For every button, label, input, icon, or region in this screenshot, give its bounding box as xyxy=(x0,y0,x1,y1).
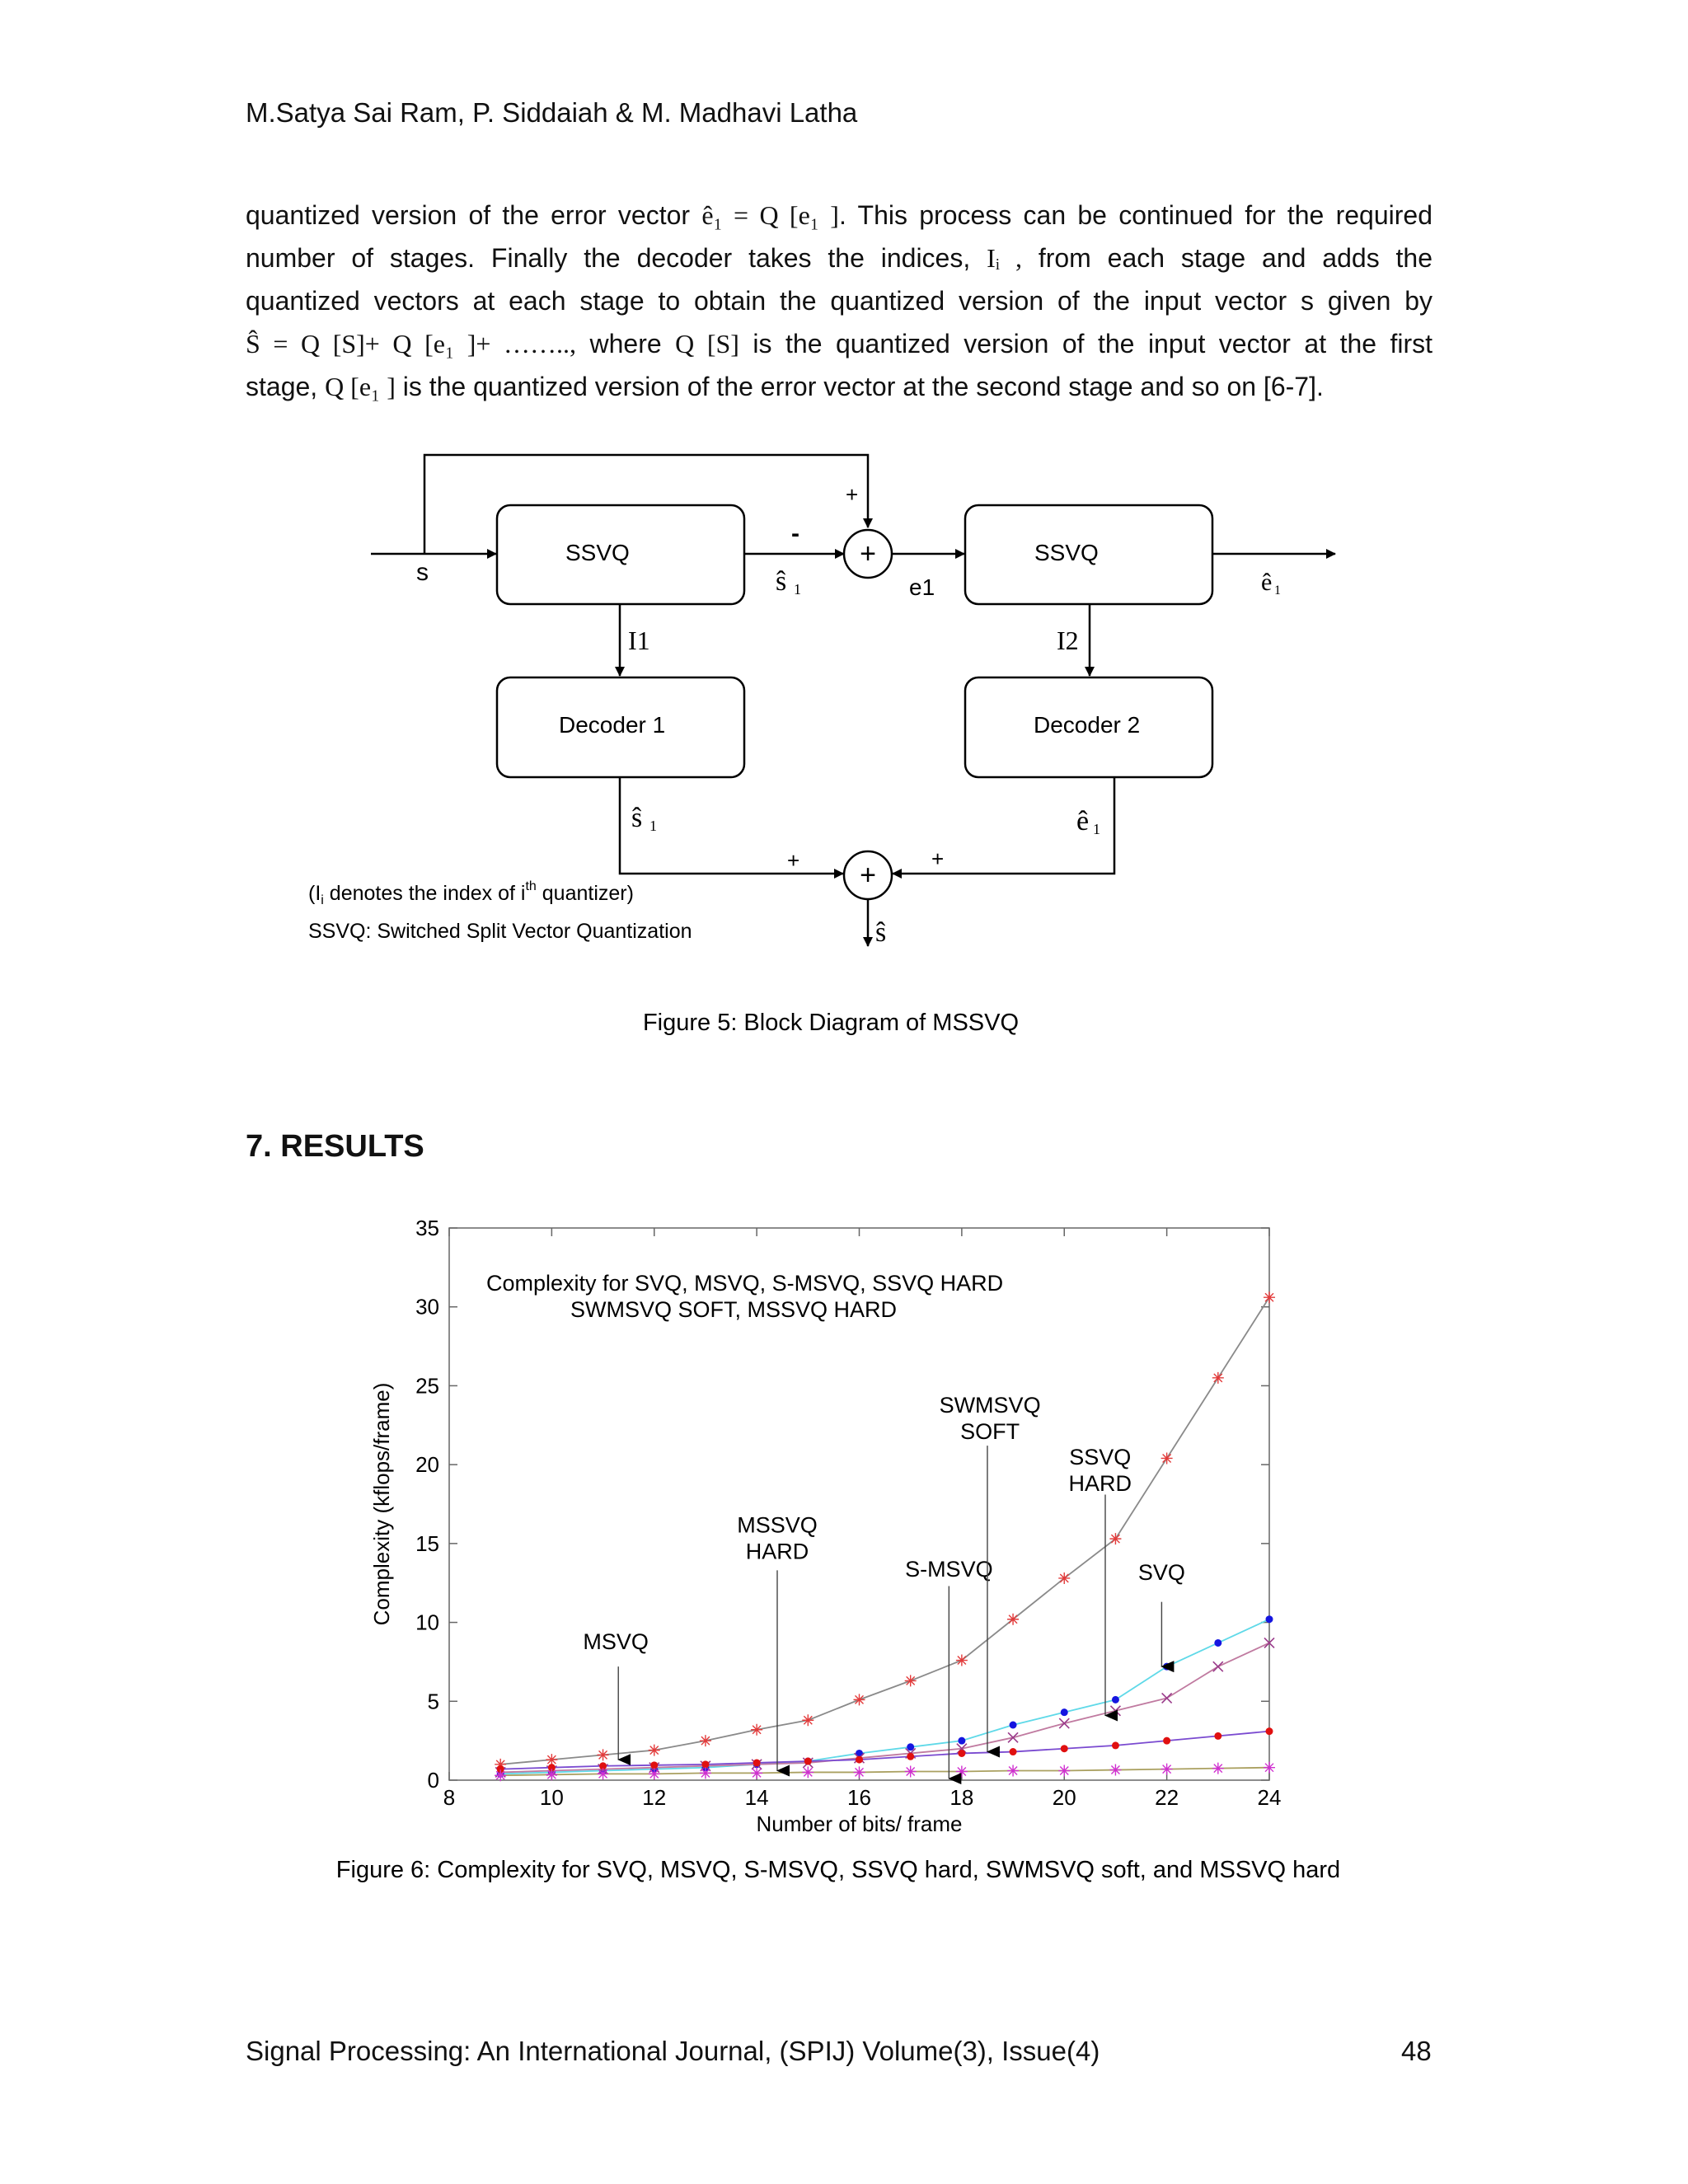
s-hat-1-label: ŝ xyxy=(776,566,787,597)
right-plus-sign: + xyxy=(931,846,945,871)
complexity-chart xyxy=(0,1187,1688,1896)
data-point xyxy=(1266,1727,1273,1735)
data-point xyxy=(1264,1291,1275,1303)
data-point xyxy=(1161,1764,1173,1775)
data-point xyxy=(1058,1572,1070,1584)
data-point xyxy=(1007,1614,1019,1625)
e1-label: e1 xyxy=(909,574,935,600)
annotation-label: S-MSVQ xyxy=(905,1557,993,1582)
annotation-layer xyxy=(583,1393,1185,1779)
data-point xyxy=(956,1655,968,1666)
data-point xyxy=(598,1768,609,1779)
series-line xyxy=(500,1643,1269,1772)
annotation-label: SSVQ xyxy=(1069,1445,1132,1470)
x-tick-label: 20 xyxy=(1052,1785,1076,1810)
data-point xyxy=(1109,1533,1121,1544)
y-tick-label: 5 xyxy=(427,1689,439,1714)
y-tick-label: 20 xyxy=(415,1452,439,1478)
annotation-label: SWMSVQ xyxy=(939,1392,1041,1418)
ssvq1-label: SSVQ xyxy=(565,540,630,565)
data-point xyxy=(854,1766,865,1778)
data-point xyxy=(1007,1765,1019,1777)
index-note: ($I_i$ denotes the index of $i^{th}$ quantizer) xyxy=(308,879,634,907)
data-point xyxy=(907,1753,914,1760)
data-point xyxy=(907,1743,914,1750)
text-run: from each stage and adds the xyxy=(1038,243,1433,273)
data-point xyxy=(700,1767,711,1779)
data-point xyxy=(1266,1615,1273,1623)
data-point xyxy=(802,1766,814,1778)
e-hat-dec-sub: 1 xyxy=(1093,821,1100,837)
data-point xyxy=(802,1714,814,1726)
text-run: is the quantized version of the error vector at the second stage and so on [6-7]. xyxy=(402,372,1324,401)
data-point xyxy=(1010,1748,1017,1755)
data-point xyxy=(1161,1452,1173,1464)
data-point xyxy=(753,1759,761,1766)
data-point xyxy=(958,1750,965,1757)
annotation-label: SOFT xyxy=(960,1418,1020,1444)
data-point xyxy=(1214,1732,1221,1740)
data-point xyxy=(958,1737,965,1745)
data-point xyxy=(751,1724,762,1736)
chart-title-line-1: Complexity for SVQ, MSVQ, S-MSVQ, SSVQ HARD xyxy=(486,1271,1004,1296)
decoder1-label: Decoder 1 xyxy=(559,712,666,738)
data-point xyxy=(546,1754,557,1765)
footer-page-number: 48 xyxy=(1401,2036,1432,2066)
e-hat-1-out-sub: 1 xyxy=(1274,583,1281,598)
data-point xyxy=(1264,1762,1275,1774)
data-point xyxy=(1061,1745,1068,1752)
text-run: is the quantized version of the input vector at the first xyxy=(753,329,1433,359)
text-run: where xyxy=(589,329,662,359)
text-run: stage, xyxy=(246,372,318,401)
block-diagram xyxy=(0,0,1688,1071)
x-tick-label: 12 xyxy=(642,1785,667,1810)
data-point xyxy=(1010,1722,1017,1729)
math-inline: Iᵢ , xyxy=(987,243,1022,273)
data-point xyxy=(905,1675,917,1686)
data-point xyxy=(1112,1741,1119,1749)
data-point xyxy=(1212,1763,1224,1774)
y-tick-label: 15 xyxy=(415,1530,439,1556)
math-inline: Ŝ = Q [S]+ Q [e₁ ]+ …….., xyxy=(246,329,576,359)
data-point xyxy=(1112,1696,1119,1704)
data-point xyxy=(804,1758,812,1765)
chart-title-line-2: SWMSVQ SOFT, MSSVQ HARD xyxy=(570,1297,898,1322)
data-point xyxy=(598,1749,609,1760)
data-point xyxy=(546,1769,557,1780)
i1-label: I1 xyxy=(628,626,650,655)
data-point xyxy=(751,1767,762,1779)
series-layer xyxy=(495,1291,1275,1781)
data-point xyxy=(1214,1639,1221,1647)
minus-sign: - xyxy=(791,520,799,547)
text-run: quantized version of the error vector xyxy=(246,200,702,230)
section-title: 7. RESULTS xyxy=(246,1129,424,1164)
ssvq2-label: SSVQ xyxy=(1034,540,1099,565)
data-point xyxy=(1109,1765,1121,1776)
s-hat-dec-sub: 1 xyxy=(649,818,657,834)
data-point xyxy=(1059,1718,1069,1728)
x-tick-label: 8 xyxy=(443,1785,456,1810)
math-inline: ê₁ = Q [e₁ ] xyxy=(701,200,839,230)
x-tick-label: 24 xyxy=(1257,1785,1282,1810)
data-point xyxy=(1058,1765,1070,1777)
x-axis-label: Number of bits/ frame xyxy=(756,1811,963,1836)
data-point xyxy=(905,1765,917,1777)
data-point xyxy=(1061,1708,1068,1716)
decoder2-label: Decoder 2 xyxy=(1034,712,1141,738)
data-point xyxy=(856,1756,863,1764)
annotation-label: MSVQ xyxy=(583,1629,649,1655)
y-tick-label: 30 xyxy=(415,1294,439,1319)
feedback-plus-sign: + xyxy=(846,482,859,507)
adder-bottom-plus: + xyxy=(860,860,876,891)
ssvq-note: SSVQ: Switched Split Vector Quantization xyxy=(308,920,692,943)
data-point xyxy=(1212,1372,1224,1384)
left-plus-sign: + xyxy=(787,848,800,873)
data-point xyxy=(701,1760,709,1768)
y-tick-label: 35 xyxy=(415,1216,439,1240)
footer-journal: Signal Processing: An International Journal, (SPIJ) Volume(3), Issue(4) xyxy=(246,2036,1100,2066)
data-point xyxy=(650,1761,658,1769)
data-point xyxy=(1163,1737,1170,1745)
text-run: number of stages. Finally the decoder takes the indices, xyxy=(246,243,971,273)
math-inline: Q [S] xyxy=(675,329,739,359)
y-tick-label: 0 xyxy=(427,1768,439,1793)
adder-top-plus: + xyxy=(860,538,876,569)
x-tick-label: 18 xyxy=(950,1785,974,1810)
s-hat-final-label: ŝ xyxy=(875,917,887,948)
data-point xyxy=(1110,1706,1120,1716)
x-tick-label: 10 xyxy=(539,1785,564,1810)
math-inline: Q [e₁ ] xyxy=(325,372,396,401)
data-point xyxy=(495,1769,506,1781)
figure6-caption: Figure 6: Complexity for SVQ, MSVQ, S-MSVQ, SSVQ hard, SWMSVQ soft, and MSSVQ hard xyxy=(335,1857,1341,1883)
data-point xyxy=(649,1768,660,1779)
text-run: . This process can be continued for the required xyxy=(838,200,1433,230)
data-point xyxy=(700,1735,711,1746)
data-point xyxy=(1213,1661,1223,1671)
y-tick-label: 10 xyxy=(415,1610,439,1635)
annotation-label: HARD xyxy=(1068,1471,1132,1497)
y-axis-label: Complexity (kflops/frame) xyxy=(369,1382,394,1626)
data-point xyxy=(1162,1693,1172,1703)
x-tick-label: 22 xyxy=(1155,1785,1179,1810)
annotation-label: MSSVQ xyxy=(737,1512,818,1538)
y-tick-label: 25 xyxy=(415,1373,439,1399)
annotation-label: HARD xyxy=(745,1539,809,1564)
figure5-caption: Figure 5: Block Diagram of MSSVQ xyxy=(642,1010,1020,1036)
running-header: M.Satya Sai Ram, P. Siddaiah & M. Madhavi Latha xyxy=(246,97,858,128)
x-tick-label: 16 xyxy=(847,1785,871,1810)
input-s-label: s xyxy=(416,559,429,586)
data-point xyxy=(854,1694,865,1705)
data-point xyxy=(956,1765,968,1777)
s-hat-1-sub: 1 xyxy=(794,581,801,598)
i2-label: I2 xyxy=(1057,626,1079,655)
paragraph-line-3: quantized vectors at each stage to obtain the quantized version of the input vector s given by xyxy=(246,286,1432,316)
data-point xyxy=(649,1745,660,1756)
data-point xyxy=(1163,1663,1170,1671)
s-hat-dec-label: ŝ xyxy=(631,803,643,833)
e-hat-dec-label: ê xyxy=(1076,806,1090,837)
e-hat-1-out-label: ê xyxy=(1261,569,1273,596)
series-line xyxy=(500,1297,1269,1765)
x-tick-label: 14 xyxy=(744,1785,769,1810)
annotation-label: SVQ xyxy=(1137,1559,1185,1585)
